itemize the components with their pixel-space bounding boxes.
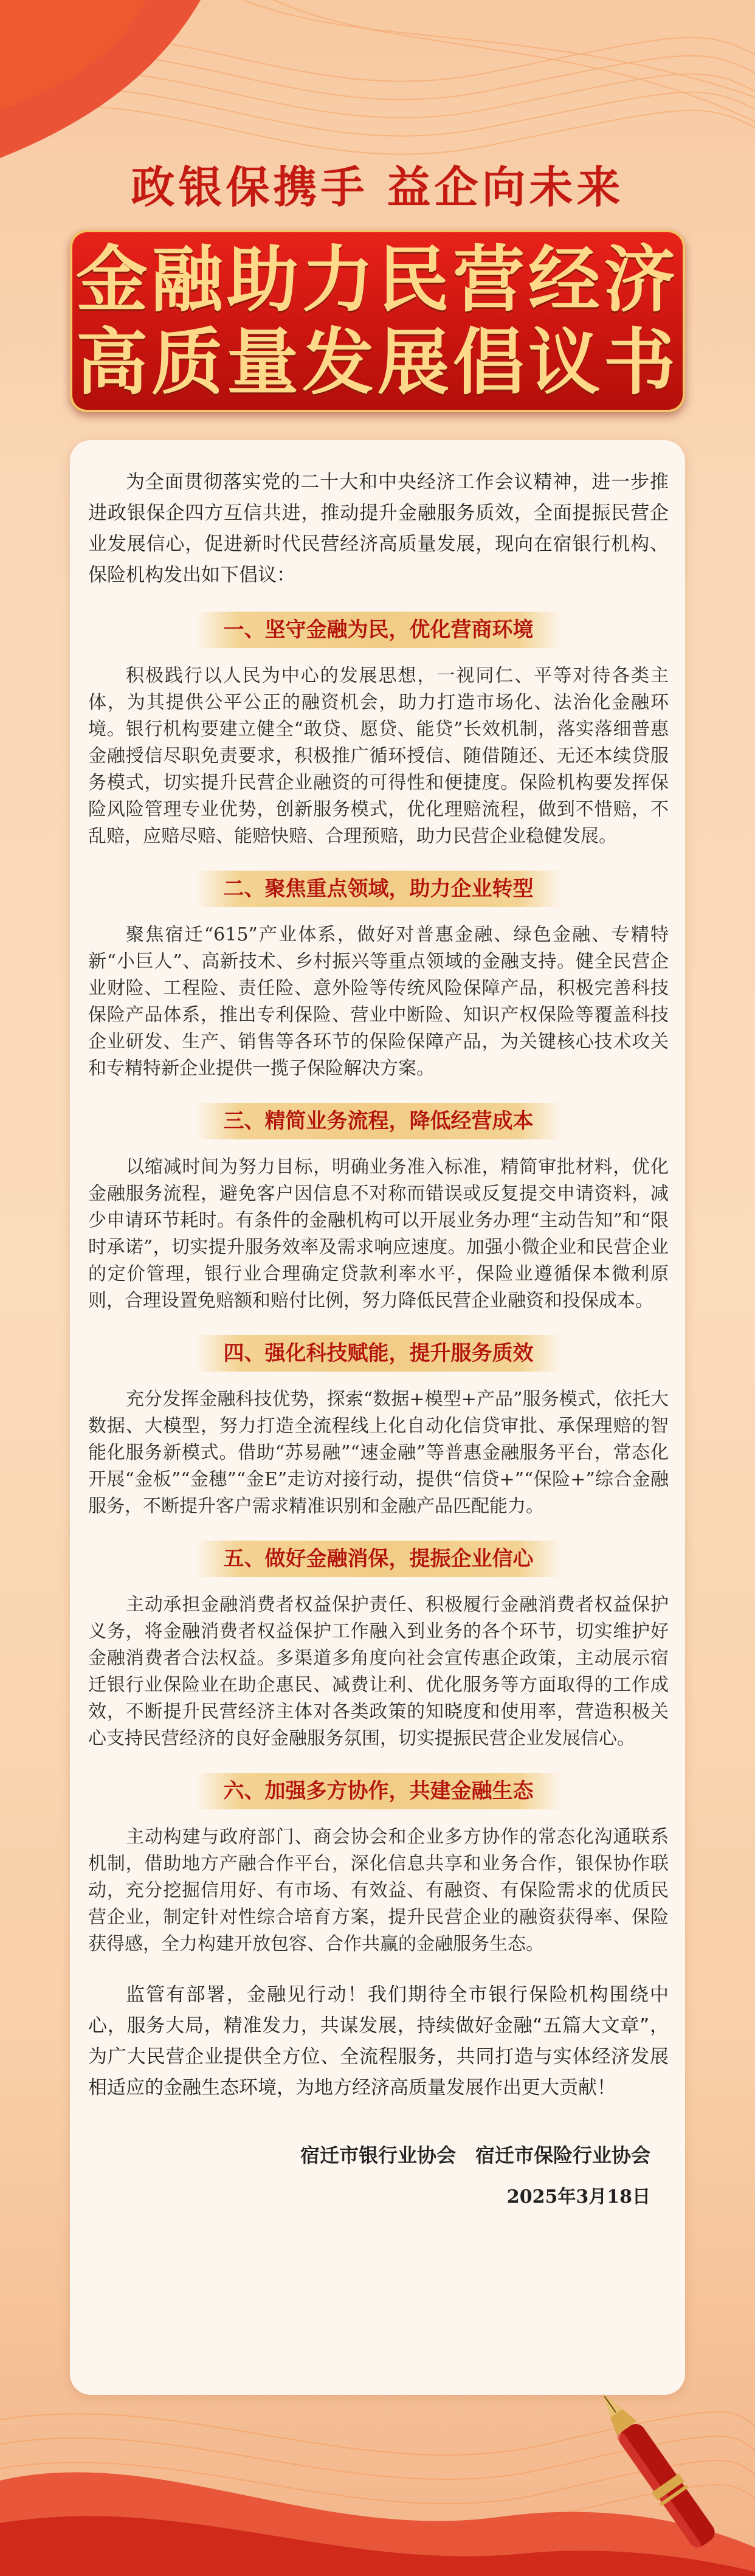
section-3 <box>88 1103 669 1314</box>
signature: 宿迁市银行业协会 宿迁市保险行业协会 <box>300 2144 650 2167</box>
title-line-2: 高质量发展倡议书 <box>75 320 679 404</box>
section-title: 三、精简业务流程，降低经营成本 <box>195 1103 562 1139</box>
title-banner <box>70 230 685 412</box>
section-6 <box>88 1773 669 1958</box>
section-title: 五、做好金融消保，提振企业信心 <box>195 1541 562 1577</box>
proposal-content <box>88 467 669 2208</box>
section-body: 主动承担金融消费者权益保护责任、积极履行金融消费者权益保护义务，将金融消费者权益保护工作融入到业务的各个环节，切实维护好金融消费者合法权益。多渠道多角度向社会宣传惠企政策，主动展示宿迁银行业保险业在助企惠民、减费让利、优化服务等方面取得的工作成效，不断提升民营经济主体对各类政策的知晓度和使用率，营造积极关心支持民营经济的良好金融服务氛围，切实提振民营企业发展信心。 <box>88 1594 669 1749</box>
section-title: 四、强化科技赋能，提升服务质效 <box>195 1335 562 1372</box>
closing-paragraph: 监管有部署，金融见行动！我们期待全市银行保险机构围绕中心，服务大局，精准发力，共谋发展，持续做好金融“五篇大文章”，为广大民营企业提供全方位、全流程服务，共同打造与实体经济发展相适应的金融生态环境，为地方经济高质量发展作出更大贡献！ <box>88 1984 669 2099</box>
section-title: 二、聚焦重点领域，助力企业转型 <box>195 871 562 907</box>
section-title: 一、坚守金融为民，优化营商环境 <box>195 612 562 648</box>
date: 2025年3月18日 <box>506 2186 650 2208</box>
fountain-pen-icon <box>584 2389 754 2576</box>
section-body: 充分发挥金融科技优势，探索“数据+模型+产品”服务模式，依托大数据、大模型，努力打造全流程线上化自动化信贷审批、承保理赔的智能化服务新模式。借助“苏易融”“速金融”等普惠金融服务平台，常态化开展“金板”“金穗”“金E”走访对接行动，提供“信贷+”“保险+”综合金融服务，不断提升客户需求精准识别和金融产品匹配能力。 <box>88 1389 669 1517</box>
section-1 <box>88 612 669 850</box>
section-body: 主动构建与政府部门、商会协会和企业多方协作的常态化沟通联系机制，借助地方产融合作平台，深化信息共享和业务合作，银保协作联动，充分挖掘信用好、有市场、有效益、有融资、有保险需求的优质民营企业，制定针对性综合培育方案，提升民营企业的融资获得率、保险获得感，全力构建开放包容、合作共赢的金融服务生态。 <box>88 1826 669 1955</box>
section-title: 六、加强多方协作，共建金融生态 <box>195 1773 562 1809</box>
section-5 <box>88 1541 669 1752</box>
section-body: 积极践行以人民为中心的发展思想，一视同仁、平等对待各类主体，为其提供公平公正的融资机会，助力打造市场化、法治化金融环境。银行机构要建立健全“敢贷、愿贷、能贷”长效机制，落实落细普惠金融授信尽职免责要求，积极推广循环授信、随借随还、无还本续贷服务模式，切实提升民营企业融资的可得性和便捷度。保险机构要发挥保险风险管理专业优势，创新服务模式，优化理赔流程，做到不惜赔，不乱赔，应赔尽赔、能赔快赔、合理预赔，助力民营企业稳健发展。 <box>88 665 669 847</box>
section-4 <box>88 1335 669 1520</box>
intro-paragraph: 为全面贯彻落实党的二十大和中央经济工作会议精神，进一步推进政银保企四方互信共进，推动提升金融服务质效，全面提振民营企业发展信心，促进新时代民营经济高质量发展，现向在宿银行机构、保险机构发出如下倡议： <box>88 471 669 586</box>
section-body: 聚焦宿迁“615”产业体系，做好对普惠金融、绿色金融、专精特新“小巨人”、高新技术、乡村振兴等重点领域的金融支持。健全民营企业财险、工程险、责任险、意外险等传统风险保障产品，积极完善科技保险产品体系，推出专利保险、营业中断险、知识产权保险等覆盖科技企业研发、生产、销售等各环节的保险保障产品，为关键核心技术攻关和专精特新企业提供一揽子保险解决方案。 <box>88 924 669 1079</box>
slogan-headline: 政银保携手 益企向未来 <box>131 162 624 213</box>
section-body: 以缩减时间为努力目标，明确业务准入标准，精简审批材料，优化金融服务流程，避免客户因信息不对称而错误或反复提交申请资料，减少申请环节耗时。有条件的金融机构可以开展业务办理“主动告知”和“限时承诺”，切实提升服务效率及需求响应速度。加强小微企业和民营企业的定价管理，银行业合理确定贷款利率水平，保险业遵循保本微利原则，合理设置免赔额和赔付比例，努力降低民营企业融资和投保成本。 <box>88 1156 669 1311</box>
section-2 <box>88 871 669 1082</box>
title-line-1: 金融助力民营经济 <box>75 238 679 322</box>
